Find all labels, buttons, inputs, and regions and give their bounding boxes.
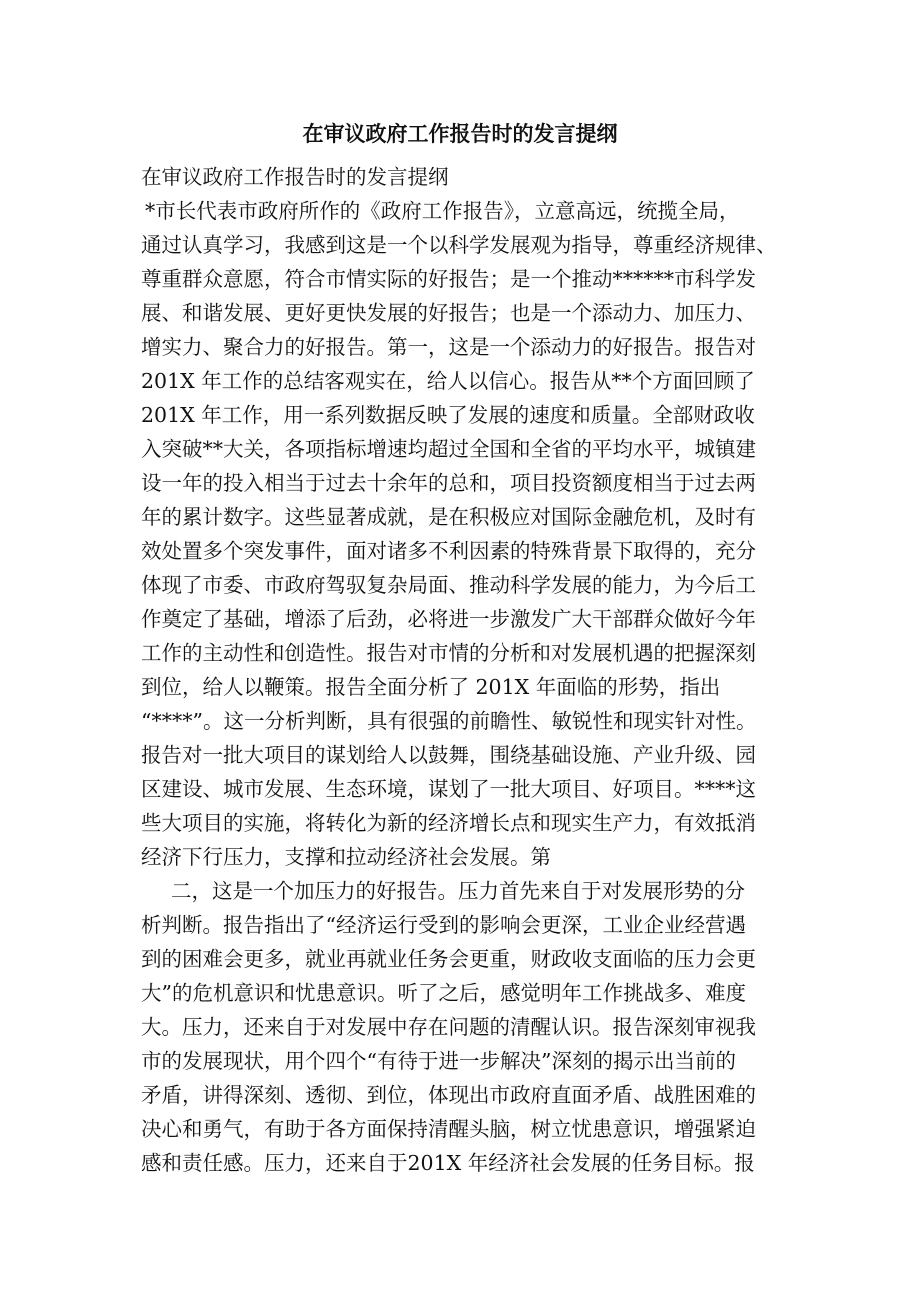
body-line: 尊重群众意愿，符合市情实际的好报告；是一个推动******市科学发: [141, 267, 756, 291]
body-line: 决心和勇气，有助于各方面保持清醒头脑，树立忧患意识，增强紧迫: [141, 1117, 756, 1141]
body-line: 在审议政府工作报告时的发言提纲: [141, 165, 449, 189]
document-title: 在审议政府工作报告时的发言提纲: [302, 122, 618, 146]
body-line: 效处置多个突发事件，面对诸多不利因素的特殊背景下取得的，充分: [141, 539, 756, 563]
body-line: 入突破**大关，各项指标增速均超过全国和全省的平均水平，城镇建: [141, 437, 756, 461]
body-line: 201X 年工作，用一系列数据反映了发展的速度和质量。全部财政收: [141, 403, 755, 427]
body-line: 体现了市委、市政府驾驭复杂局面、推动科学发展的能力，为今后工: [141, 573, 756, 597]
body-line: 工作的主动性和创造性。报告对市情的分析和对发展机遇的把握深刻: [141, 641, 756, 665]
body-line: 经济下行压力，支撑和拉动经济社会发展。第: [141, 845, 551, 869]
body-line: 展、和谐发展、更好更快发展的好报告；也是一个添动力、加压力、: [141, 301, 756, 325]
body-line: 增实力、聚合力的好报告。第一，这是一个添动力的好报告。报告对: [141, 335, 756, 359]
body-line: 市的发展现状，用个四个“有待于进一步解决”深刻的揭示出当前的: [141, 1049, 736, 1073]
body-line: 到位，给人以鞭策。报告全面分析了 201X 年面临的形势，指出: [141, 675, 721, 699]
body-line: “****”。这一分析判断，具有很强的前瞻性、敏锐性和现实针对性。: [141, 709, 757, 733]
body-line: 201X 年工作的总结客观实在，给人以信心。报告从**个方面回顾了: [141, 369, 755, 393]
body-line: 年的累计数字。这些显著成就，是在积极应对国际金融危机，及时有: [141, 505, 756, 529]
body-line: 些大项目的实施，将转化为新的经济增长点和现实生产力，有效抵消: [141, 811, 756, 835]
body-line: 区建设、城市发展、生态环境，谋划了一批大项目、好项目。****这: [141, 777, 756, 801]
body-line: 感和责任感。压力，还来自于201X 年经济社会发展的任务目标。报: [141, 1151, 755, 1175]
document-body: [141, 160, 801, 1180]
body-line: 作奠定了基础，增添了后劲，必将进一步激发广大干部群众做好今年: [141, 607, 756, 631]
body-line: 析判断。报告指出了“经济运行受到的影响会更深，工业企业经营遇: [141, 913, 746, 937]
body-line: 大。压力，还来自于对发展中存在问题的清醒认识。报告深刻审视我: [141, 1015, 756, 1039]
body-line: 通过认真学习，我感到这是一个以科学发展观为指导，尊重经济规律、: [141, 233, 777, 257]
body-line: 设一年的投入相当于过去十余年的总和，项目投资额度相当于过去两: [141, 471, 756, 495]
body-line: 到的困难会更多，就业再就业任务会更重，财政收支面临的压力会更: [141, 947, 756, 971]
body-line: 报告对一批大项目的谋划给人以鼓舞，围绕基础设施、产业升级、园: [141, 743, 756, 767]
body-line: 大”的危机意识和忧患意识。听了之后，感觉明年工作挑战多、难度: [141, 981, 746, 1005]
body-line: *市长代表市政府所作的《政府工作报告》，立意高远，统揽全局，: [145, 199, 740, 223]
body-line: 矛盾，讲得深刻、透彻、到位，体现出市政府直面矛盾、战胜困难的: [141, 1083, 756, 1107]
body-line: 二，这是一个加压力的好报告。压力首先来自于对发展形势的分: [171, 879, 745, 903]
